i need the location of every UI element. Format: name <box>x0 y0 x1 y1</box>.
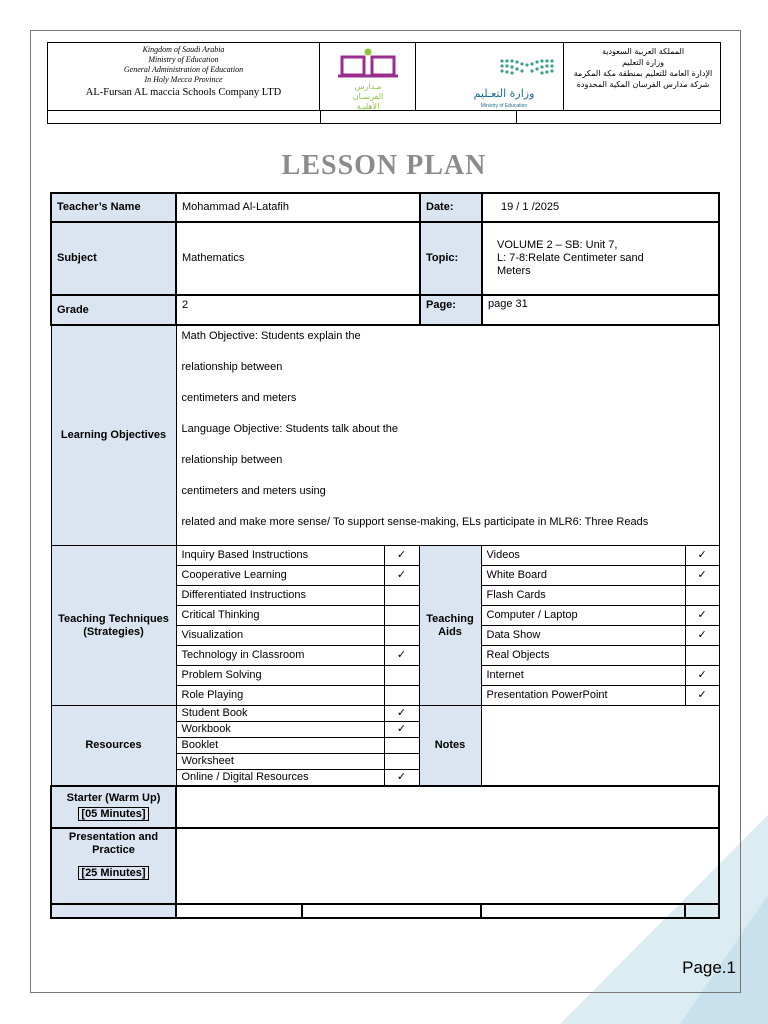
technique-checkbox[interactable] <box>384 686 419 706</box>
bottom-row-cell[interactable] <box>481 904 685 918</box>
lesson-body-table <box>50 325 720 919</box>
objective-line: centimeters and meters <box>181 392 297 404</box>
topic-value <box>482 222 719 295</box>
subject-value: Mathematics <box>176 222 420 295</box>
school-logo-text: الفرسـان <box>352 92 384 101</box>
page-label: Page: <box>420 295 482 325</box>
resource-checkbox[interactable] <box>384 754 419 770</box>
resource-checkbox[interactable]: ✓ <box>384 706 419 722</box>
school-logo <box>320 43 416 111</box>
notes-label: Notes <box>419 706 481 786</box>
resource-item: Workbook <box>176 722 384 738</box>
starter-content[interactable] <box>176 786 719 828</box>
starter-title: Starter (Warm Up) <box>66 792 161 804</box>
objective-line: relationship between <box>181 454 283 466</box>
objective-line: Math Objective: Students explain the <box>181 330 361 342</box>
presentation-title: Presentation and <box>68 830 159 843</box>
objective-line: centimeters and meters using <box>181 485 326 497</box>
topic-line: L: 7-8:Relate Centimeter sand <box>497 252 644 264</box>
topic-line: VOLUME 2 – SB: Unit 7, <box>497 239 618 251</box>
technique-checkbox[interactable] <box>384 606 419 626</box>
objectives-content <box>176 326 719 546</box>
bottom-row-cell[interactable] <box>685 904 719 918</box>
page-title: LESSON PLAN <box>281 150 487 181</box>
resource-checkbox[interactable]: ✓ <box>384 770 419 786</box>
objective-line: related and make more sense/ To support sense-making, ELs participate in MLR6: Three Reads <box>181 516 649 528</box>
aid-checkbox[interactable] <box>685 646 719 666</box>
technique-item: Problem Solving <box>176 666 384 686</box>
aids-label-line: Teaching <box>426 612 474 625</box>
technique-item: Visualization <box>176 626 384 646</box>
page-number: Page.1 <box>682 958 736 977</box>
presentation-content[interactable] <box>176 828 719 904</box>
date-value: 19 / 1 /2025 <box>482 193 719 222</box>
technique-item: Cooperative Learning <box>176 566 384 586</box>
school-logo-text: مـدارس <box>354 82 382 91</box>
aid-checkbox[interactable] <box>685 586 719 606</box>
topic-line: Meters <box>497 265 531 277</box>
starter-minutes: [05 Minutes] <box>78 807 148 821</box>
header-en-line: General Administration of Education <box>123 65 244 74</box>
header-company-name: AL-Fursan AL maccia Schools Company LTD <box>85 87 282 98</box>
subject-label: Subject <box>51 222 176 295</box>
aids-label-line: Aids <box>438 625 462 638</box>
technique-checkbox[interactable]: ✓ <box>384 646 419 666</box>
header-footer-row <box>48 110 720 123</box>
techniques-label-line: Teaching Techniques <box>58 612 169 625</box>
aid-item: Internet <box>481 666 685 686</box>
notes-area[interactable] <box>481 706 719 786</box>
aid-checkbox[interactable]: ✓ <box>685 686 719 706</box>
technique-checkbox[interactable] <box>384 586 419 606</box>
header-ar-line: الإدارة العامة للتعليم بمنطقة مكة المكرمة <box>573 69 713 78</box>
aid-checkbox[interactable]: ✓ <box>685 546 719 566</box>
aid-item: Real Objects <box>481 646 685 666</box>
aid-item: Computer / Laptop <box>481 606 685 626</box>
technique-item: Critical Thinking <box>176 606 384 626</box>
bottom-row-label <box>51 904 176 918</box>
header-arabic <box>564 43 722 111</box>
ministry-logo-subtext: Ministry of Education <box>480 103 528 109</box>
techniques-label-line: (Strategies) <box>83 625 144 638</box>
aid-item: Data Show <box>481 626 685 646</box>
header-en-line: Ministry of Education <box>148 55 219 64</box>
resource-item: Worksheet <box>176 754 384 770</box>
bottom-row-cell[interactable] <box>302 904 481 918</box>
technique-item: Technology in Classroom <box>176 646 384 666</box>
ministry-logo-text: وزارة التعـليم <box>473 87 535 100</box>
aid-checkbox[interactable]: ✓ <box>685 566 719 586</box>
presentation-minutes: [25 Minutes] <box>78 866 148 880</box>
aid-checkbox[interactable]: ✓ <box>685 626 719 646</box>
aid-item: White Board <box>481 566 685 586</box>
technique-checkbox[interactable] <box>384 626 419 646</box>
aid-item: Videos <box>481 546 685 566</box>
resource-item: Booklet <box>176 738 384 754</box>
header-en-line: Kingdom of Saudi Arabia <box>142 45 225 54</box>
technique-item: Differentiated Instructions <box>176 586 384 606</box>
date-label: Date: <box>420 193 482 222</box>
technique-item: Inquiry Based Instructions <box>176 546 384 566</box>
header-ar-line: المملكة العربية السعودية <box>601 47 685 56</box>
document-header <box>47 42 721 124</box>
objective-line: Language Objective: Students talk about the <box>181 423 398 435</box>
presentation-title: Practice <box>92 843 135 856</box>
technique-checkbox[interactable] <box>384 666 419 686</box>
aid-item: Presentation PowerPoint <box>481 686 685 706</box>
header-en-line: In Holy Mecca Province <box>144 75 223 84</box>
topic-label: Topic: <box>420 222 482 295</box>
page-value: page 31 <box>482 295 719 325</box>
ministry-logo <box>416 43 564 111</box>
resources-label: Resources <box>51 706 176 786</box>
school-logo-text: الأهليـة <box>356 102 380 111</box>
teacher-value: Mohammad Al-Latafih <box>176 193 420 222</box>
technique-item: Role Playing <box>176 686 384 706</box>
grade-value: 2 <box>176 295 420 325</box>
aid-item: Flash Cards <box>481 586 685 606</box>
header-ar-line: شركة مدارس الفرسان المكية المحدودة <box>576 80 710 89</box>
aid-checkbox[interactable]: ✓ <box>685 666 719 686</box>
technique-checkbox[interactable]: ✓ <box>384 566 419 586</box>
presentation-label <box>51 828 176 904</box>
resource-checkbox[interactable]: ✓ <box>384 722 419 738</box>
resource-checkbox[interactable] <box>384 738 419 754</box>
aids-label <box>419 546 481 706</box>
technique-checkbox[interactable]: ✓ <box>384 546 419 566</box>
objectives-label: Learning Objectives <box>51 326 176 546</box>
resource-item: Student Book <box>176 706 384 722</box>
header-english <box>48 43 320 111</box>
starter-label <box>51 786 176 828</box>
header-ar-line: وزارة التعليم <box>622 58 664 67</box>
grade-label: Grade <box>51 295 176 325</box>
bottom-row-cell[interactable] <box>176 904 302 918</box>
aid-checkbox[interactable]: ✓ <box>685 606 719 626</box>
lesson-info-table <box>50 192 720 326</box>
resource-item: Online / Digital Resources <box>176 770 384 786</box>
techniques-label <box>51 546 176 706</box>
teacher-label: Teacher’s Name <box>51 193 176 222</box>
objective-line: relationship between <box>181 361 283 373</box>
